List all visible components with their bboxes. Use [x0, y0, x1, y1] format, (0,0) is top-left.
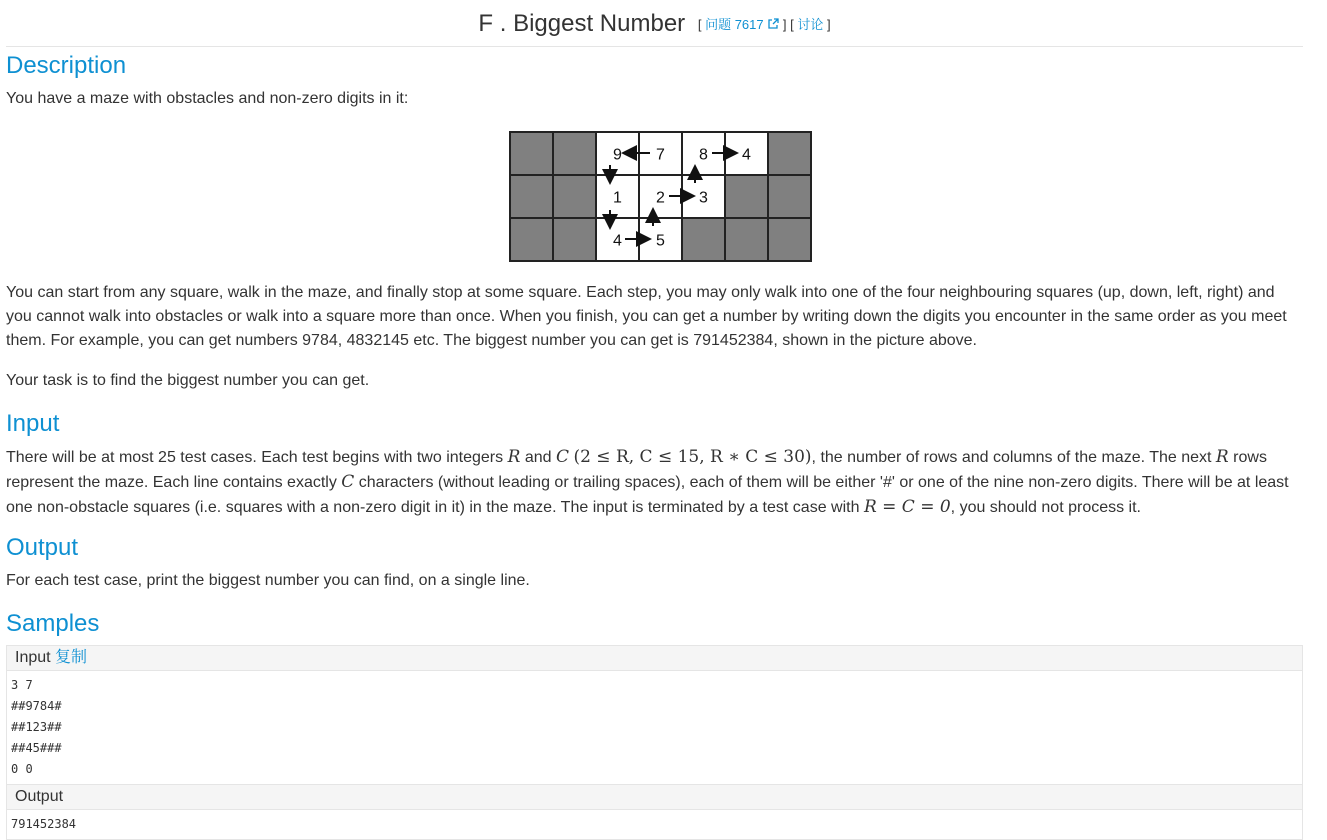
input-text: and: [520, 449, 556, 466]
page-title: [6, 10, 1303, 38]
maze-obstacle-cell: [510, 175, 553, 218]
maze-digit: 9: [613, 146, 622, 164]
maze-digit: 3: [699, 189, 708, 207]
math-terminator: R = C = 0: [863, 497, 951, 517]
maze-obstacle-cell: [510, 132, 553, 175]
maze-obstacle-cell: [553, 132, 596, 175]
math-r: R: [507, 447, 521, 467]
input-text: , the number of rows and columns of the maze. The next: [811, 449, 1216, 466]
maze-obstacle-cell: [553, 175, 596, 218]
external-link-icon[interactable]: [767, 18, 779, 30]
discuss-link[interactable]: 讨论: [797, 17, 824, 32]
problem-page: [6, 0, 1303, 831]
problem-link[interactable]: 问题 7617: [705, 17, 764, 32]
sample-output-body[interactable]: 791452384: [11, 817, 77, 831]
sample-input-header: [7, 646, 1302, 671]
input-text: rows represent the maze. Each line contains exactly: [6, 449, 1267, 491]
output-heading: Output: [6, 534, 79, 561]
input-description: [6, 445, 1301, 520]
math-c: C: [555, 447, 569, 467]
sample-input-label: Input: [15, 649, 51, 666]
sample-input-body[interactable]: 3 7 ##9784# ##123## ##45### 0 0: [11, 678, 62, 776]
math-c: C: [341, 472, 355, 492]
samples-box: [6, 645, 1303, 840]
title-bar: [6, 0, 1303, 47]
copy-button[interactable]: 复制: [55, 649, 88, 666]
maze-digit: 1: [613, 189, 622, 207]
sample-output-label: Output: [15, 788, 64, 805]
maze-obstacle-cell: [725, 218, 768, 261]
description-task: Your task is to find the biggest number you can get.: [6, 372, 370, 389]
description-heading: Description: [6, 52, 127, 79]
maze-obstacle-cell: [768, 175, 811, 218]
maze-obstacle-cell: [553, 218, 596, 261]
maze-figure: [503, 130, 815, 269]
samples-heading: Samples: [6, 610, 100, 637]
maze-digit: 5: [656, 232, 665, 250]
maze-obstacle-cell: [510, 218, 553, 261]
maze-digit: 8: [699, 146, 708, 164]
maze-obstacle-cell: [725, 175, 768, 218]
input-heading: Input: [6, 410, 60, 437]
description-body: You can start from any square, walk in the maze, and finally stop at some square. Each step, you may only walk into one of the four neighbouring squares (up, down, left, right) and you cannot walk into obstacles or walk into a square more than once. When you finish, you can get a number by writing down the digits you encounter in the same order as you meet them. For example, you can get numbers 9784, 4832145 etc. The biggest number you can get is 791452384, shown in the picture above.: [6, 284, 1287, 349]
sample-output-header: [7, 784, 1302, 810]
description-intro: You have a maze with obstacles and non-zero digits in it:: [6, 90, 409, 107]
input-text: , you should not process it.: [950, 499, 1141, 516]
maze-diagram: [503, 130, 815, 264]
math-constraint: (2 ≤ R, C ≤ 15, R ∗ C ≤ 30): [573, 447, 812, 467]
maze-digit: 4: [742, 146, 751, 164]
maze-obstacle-cell: [682, 218, 725, 261]
maze-digit: 7: [656, 146, 665, 164]
maze-obstacle-cell: [768, 218, 811, 261]
problem-title: F . Biggest Number: [478, 10, 686, 37]
title-links: [ 问题 7617 ] [ 讨论 ]: [697, 17, 831, 32]
math-r: R: [1215, 447, 1229, 467]
input-text: There will be at most 25 test cases. Each test begins with two integers: [6, 449, 508, 466]
maze-digit: 2: [656, 189, 665, 207]
maze-obstacle-cell: [768, 132, 811, 175]
input-text: characters (without leading or trailing spaces), each of them will be either '#' or one of the nine non-zero digits. There will be at least one non-obstacle squares (i.e. squares with a non-zero digit in it) in the maze. The input is terminated by a test case with: [6, 474, 1289, 516]
maze-digit: 4: [613, 232, 622, 250]
output-description: For each test case, print the biggest number you can find, on a single line.: [6, 572, 530, 589]
